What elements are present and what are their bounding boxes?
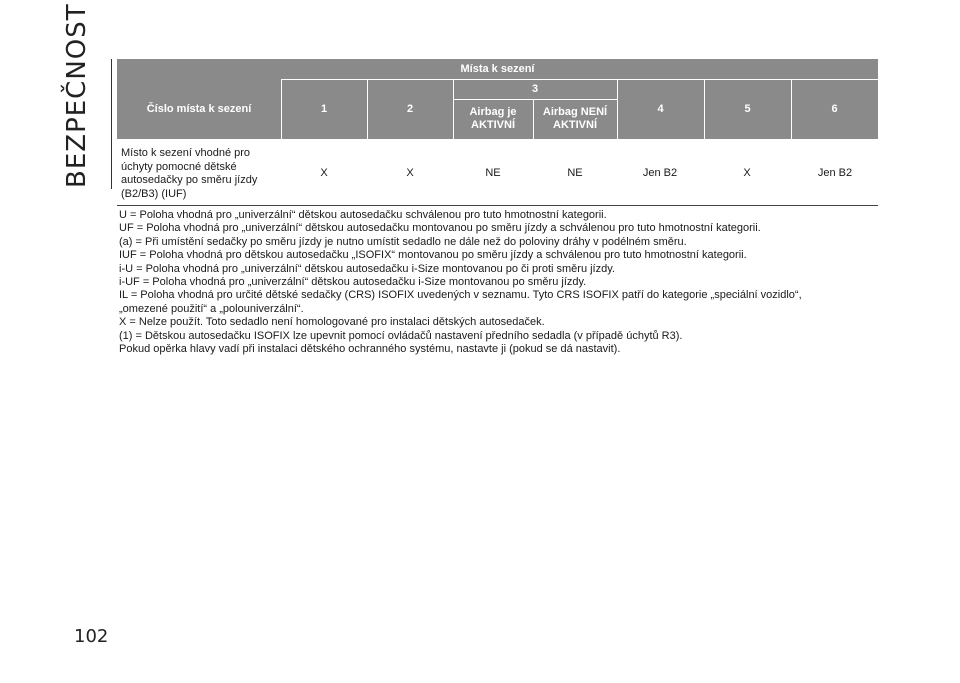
seat3-airbag-on: Airbag je AKTIVNÍ xyxy=(469,106,517,131)
notes-list xyxy=(119,209,889,356)
note-line: IUF = Poloha vhodná pro dětskou autosedačku „ISOFIX“ montovanou po směru jízdy a schválenou pro tuto hmotnostní kategorii. xyxy=(119,249,747,262)
seat-number-label: Číslo místa k sezení xyxy=(146,102,252,115)
cell-seat-4: Jen B2 xyxy=(642,167,678,179)
cell-seat-2: X xyxy=(406,167,414,179)
note-line: (a) = Při umístění sedačky po směru jízdy je nutno umístit sedadlo ne dále než do poloviny dráhy v podélném směru. xyxy=(119,235,687,248)
note-line: U = Poloha vhodná pro „univerzální“ dětskou autosedačku schválenou pro tuto hmotnostní kategorii. xyxy=(119,209,607,221)
note-line: i-UF = Poloha vhodná pro „univerzální“ dětskou autosedačku i-Size montovanou po směru jízdy. xyxy=(119,276,587,289)
section-divider xyxy=(111,59,112,189)
note-line: „omezené použití“ a „polouniverzální“. xyxy=(119,302,304,315)
note-line: (1) = Dětskou autosedačku ISOFIX lze upevnit pomocí ovládačů nastavení předního sedadla (v případě úchytů R3). xyxy=(119,329,683,342)
col-seat-4: 4 xyxy=(657,102,664,115)
cell-seat-6: Jen B2 xyxy=(817,167,853,179)
row-label: Místo k sezení vhodné pro úchyty pomocné dětské autosedačky po směru jízdy (B2/B3) (IUF) xyxy=(121,147,258,200)
cell-seat-3-airbag-off: NE xyxy=(567,167,583,179)
note-line: X = Nelze použít. Toto sedadlo není homologované pro instalaci dětských autosedaček. xyxy=(119,316,545,329)
col-seat-6: 6 xyxy=(831,102,838,115)
note-line: IL = Poloha vhodná pro určité dětské sedačky (CRS) ISOFIX uvedených v seznamu. Tyto CRS ISOFIX patří do kategorie „speciální vozidlo“, xyxy=(119,289,802,302)
table-header xyxy=(117,59,878,139)
col-seat-3: 3 xyxy=(531,82,539,95)
seat3-divider xyxy=(453,99,617,100)
col-seat-1: 1 xyxy=(320,102,328,115)
section-title: BEZPEČNOST xyxy=(62,3,92,188)
note-line: i-U = Poloha vhodná pro „univerzální“ dětskou autosedačku i-Size montovanou po či proti směru jízdy. xyxy=(119,262,615,275)
col-seat-5: 5 xyxy=(744,102,751,115)
col-seat-2: 2 xyxy=(406,102,414,115)
page-number: 102 xyxy=(74,626,109,647)
cell-seat-5: X xyxy=(743,167,751,179)
cell-seat-3-airbag-on: NE xyxy=(485,167,501,179)
group-header: Místa k sezení xyxy=(460,62,535,75)
note-line: UF = Poloha vhodná pro „univerzální“ dětskou autosedačku montovanou po směru jízdy a schválenou pro tuto hmotnostní kategorii. xyxy=(119,222,761,235)
seat3-airbag-off: Airbag NENÍ AKTIVNÍ xyxy=(542,106,608,131)
cell-seat-1: X xyxy=(320,167,328,179)
note-line: Pokud opěrka hlavy vadí při instalaci dětského ochranného systému, nastavte ji (pokud se dá nastavit). xyxy=(119,343,621,356)
